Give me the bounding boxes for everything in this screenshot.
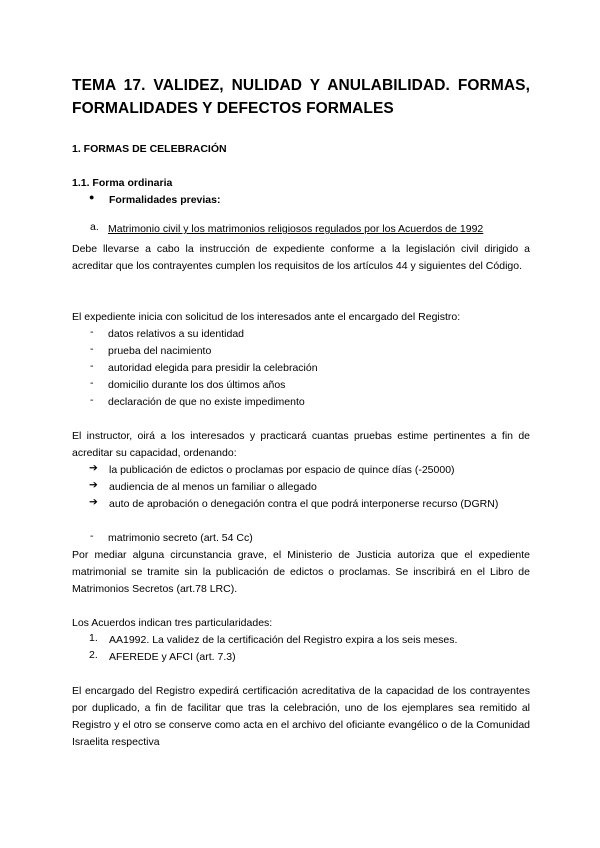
paragraph-instruccion: Debe llevarse a cabo la instrucción de expediente conforme a la legislación civil dirigido a acreditar que los contrayentes cumplen los requisitos de los artículos 44 y siguientes del Código.	[72, 243, 530, 272]
paragraph-acuerdos: Los Acuerdos indican tres particularidades:	[72, 617, 273, 629]
list-item: AA1992. La validez de la certificación del Registro expira a los seis meses.	[109, 634, 458, 646]
list-item: AFEREDE y AFCI (art. 7.3)	[109, 651, 236, 663]
list-item: audiencia de al menos un familiar o allegado	[109, 481, 317, 493]
dash-marker: -	[90, 394, 94, 406]
arrow-icon: ➔	[89, 479, 98, 491]
arrow-icon: ➔	[89, 496, 98, 508]
dash-marker: -	[90, 326, 94, 338]
list-item: autoridad elegida para presidir la celebración	[108, 362, 318, 374]
list-item: declaración de que no existe impedimento	[108, 396, 305, 408]
paragraph-secreto: Por mediar alguna circunstancia grave, el Ministerio de Justicia autoriza que el expediente matrimonial se tramite sin la publicación de edictos o proclamas. Se inscribirá en el Libro de Matrimonios Secretos (art.78 LRC).	[72, 549, 530, 595]
dash-marker: -	[90, 360, 94, 372]
paragraph-expediente: El expediente inicia con solicitud de los interesados ante el encargado del Registro:	[72, 311, 461, 323]
list-item: auto de aprobación o denegación contra el que podrá interponerse recurso (DGRN)	[109, 498, 499, 510]
section-heading: 1. FORMAS DE CELEBRACIÓN	[72, 143, 227, 155]
item-a-marker: a.	[90, 221, 99, 233]
list-item: datos relativos a su identidad	[108, 328, 245, 340]
dash-marker: -	[90, 530, 94, 542]
page-title: TEMA 17. VALIDEZ, NULIDAD Y ANULABILIDAD. FORMAS, FORMALIDADES Y DEFECTOS FORMALES	[72, 77, 530, 117]
paragraph-certificacion: El encargado del Registro expedirá certificación acreditativa de la capacidad de los contrayentes por duplicado, a fin de facilitar que tras la celebración, uno de los ejemplares sea remitido al Registro y el otro se conserve como acta en el archivo del oficiante evangélico o de la Comunidad Israelita respectiva	[72, 685, 530, 748]
item-a-heading: Matrimonio civil y los matrimonios religiosos regulados por los Acuerdos de 1992	[108, 223, 484, 235]
bullet-marker: ●	[89, 192, 95, 202]
number-marker: 1.	[89, 632, 98, 644]
dash-marker: -	[90, 377, 94, 389]
paragraph-instructor: El instructor, oirá a los interesados y practicará cuantas pruebas estime pertinentes a fin de acreditar su capacidad, ordenando:	[72, 430, 530, 459]
arrow-icon: ➔	[89, 462, 98, 474]
subsection-heading: 1.1. Forma ordinaria	[72, 177, 173, 189]
number-marker: 2.	[89, 649, 98, 661]
list-item: prueba del nacimiento	[108, 345, 212, 357]
bullet-formalidades: Formalidades previas:	[109, 194, 221, 206]
list-item: la publicación de edictos o proclamas por espacio de quince días (-25000)	[109, 464, 455, 476]
list-item: domicilio durante los dos últimos años	[108, 379, 286, 391]
dash-marker: -	[90, 343, 94, 355]
list-item-secreto: matrimonio secreto (art. 54 Cc)	[108, 532, 253, 544]
